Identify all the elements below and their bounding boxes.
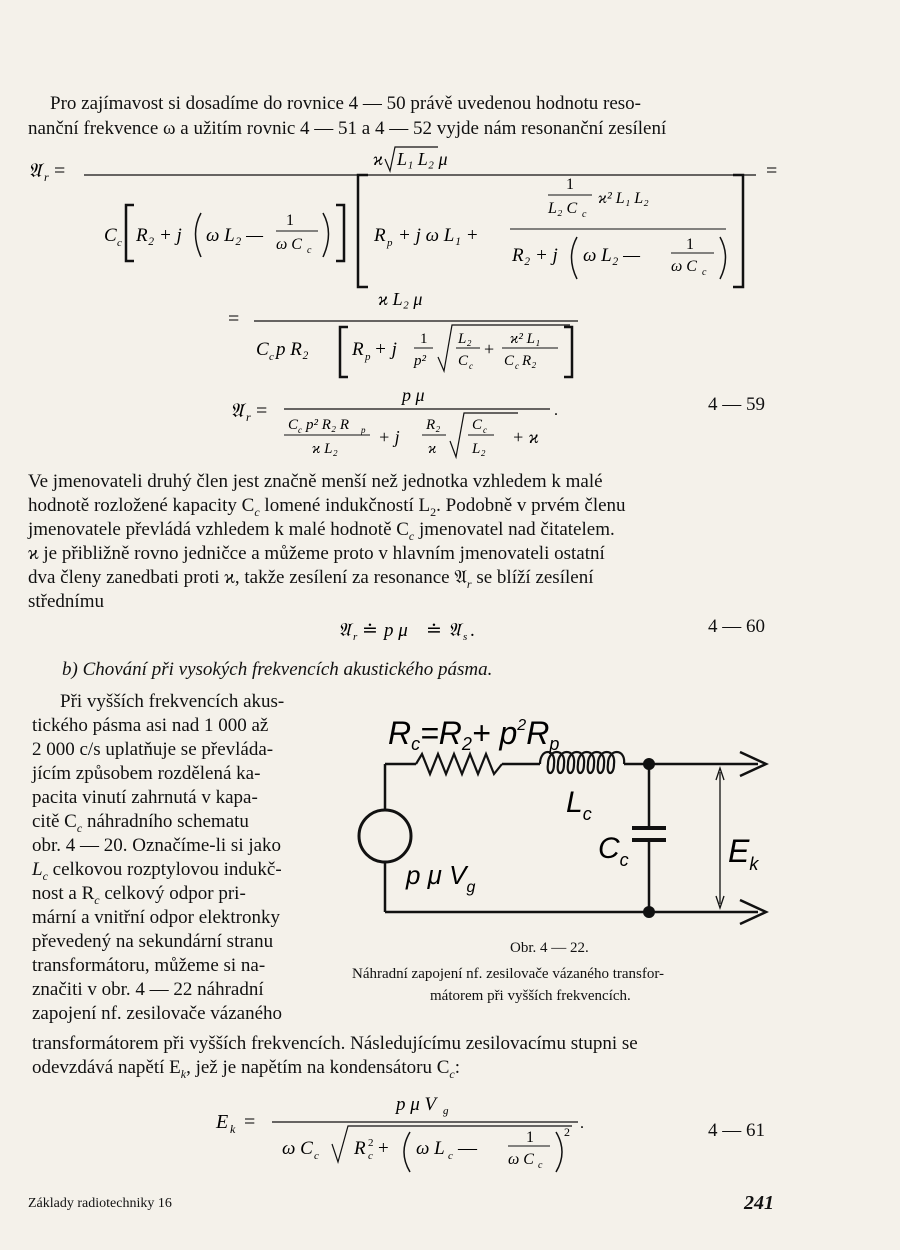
svg-text:≐: ≐ [426, 620, 442, 641]
paragraph-1-line-1: Pro zajímavost si dosadíme do rovnice 4 — 50 právě uvedenou hodnotu reso- [50, 93, 641, 114]
svg-text:.: . [470, 620, 475, 641]
svg-text:ϰ: ϰ [428, 441, 437, 457]
equation-number-61: 4 — 61 [708, 1120, 765, 1141]
svg-text:R₂ + j: R₂ + j [136, 225, 182, 246]
svg-text:𝔄: 𝔄 [338, 620, 351, 641]
svg-text:C: C [504, 353, 515, 369]
paragraph-3-line-12: transformátoru, můžeme si na- [32, 955, 266, 976]
svg-text:𝔄: 𝔄 [230, 400, 244, 422]
svg-text:p μ: p μ [402, 385, 425, 405]
svg-text:2: 2 [368, 1137, 374, 1149]
svg-text:L₂ C: L₂ C [548, 200, 578, 217]
figure-caption-line-1: Náhradní zapojení nf. zesilovače vázaného transfor- [352, 966, 665, 982]
paragraph-3-line-14: zapojení nf. zesilovače vázaného [32, 1003, 283, 1024]
svg-text:c: c [538, 1160, 543, 1171]
paragraph-2-line-1: Ve jmenovateli druhý člen jest značně menší než jednotka vzhledem k malé [28, 471, 603, 492]
paragraph-2-line-4: ϰ je přibližně rovno jedničce a můžeme proto v hlavním jmenovateli ostatní [28, 543, 605, 564]
svg-text:=: = [54, 160, 66, 182]
svg-text:1: 1 [286, 212, 294, 229]
svg-text:p μ: p μ [384, 620, 408, 641]
equation-resonance-gain [18, 145, 788, 475]
svg-text:R: R [352, 339, 364, 360]
svg-text:p: p [387, 237, 393, 249]
svg-text:L₁ L₂ μ: L₁ L₂ μ [397, 149, 448, 169]
svg-text:R₂: R₂ [522, 353, 537, 369]
svg-text:c: c [469, 361, 473, 371]
page-number: 241 [744, 1192, 774, 1214]
figure-caption-line-2: mátorem při vyšších frekvencích. [430, 988, 631, 1004]
svg-text:ω C: ω C [671, 258, 697, 275]
svg-text:𝔄: 𝔄 [28, 160, 42, 182]
circuit-diagram [340, 700, 790, 940]
svg-text:c: c [307, 245, 312, 256]
svg-text:c: c [117, 237, 122, 249]
paragraph-2-line-3: jmenovatele převládá vzhledem k malé hodnotě $C_c$ jmenovatel nad čitatelem. [28, 519, 615, 543]
svg-text:—: — [458, 1138, 477, 1159]
paragraph-4-line-2: odevzdává napětí $E_k$, jež je napětím na kondensátoru $C_c$: [32, 1057, 460, 1081]
section-heading-b: b) Chování při vysokých frekvencích akustického pásma. [62, 659, 493, 680]
svg-text:=: = [244, 1111, 256, 1133]
paragraph-3-line-8: $L_c$ celkovou rozptylovou indukč- [32, 859, 282, 883]
svg-text:ω C: ω C [508, 1151, 534, 1168]
svg-text:g: g [443, 1105, 449, 1117]
svg-text:≐: ≐ [362, 620, 378, 641]
paragraph-2-line-5: dva členy zanedbati proti ϰ, takže zesílení za resonance 𝔄$_r$ se blíží zesílení [28, 567, 594, 591]
svg-text:Ek: $E_k$ [728, 833, 759, 874]
svg-text:1: 1 [686, 236, 694, 253]
paragraph-3-line-4: jícím způsobem rozdělená ka- [32, 763, 261, 784]
svg-text:c: c [269, 351, 274, 363]
svg-text:Lc: $L_c$ [566, 786, 592, 824]
label-rc: $Rc=R2+ p^2Rp$ [388, 715, 560, 754]
svg-text:p²: p² [414, 353, 426, 369]
svg-text:p μ Vg: p μ $V_g$ [406, 860, 476, 896]
svg-text:p R₂: p R₂ [276, 339, 309, 360]
equation-4-61 [200, 1082, 600, 1176]
svg-text:ϰ L₂ μ: ϰ L₂ μ [378, 289, 423, 309]
svg-text:c: c [515, 361, 519, 371]
svg-text:C: C [104, 225, 117, 246]
svg-text:C: C [288, 417, 299, 433]
svg-text:C: C [458, 353, 469, 369]
svg-text:=: = [256, 400, 268, 422]
svg-text:ϰ: ϰ [373, 149, 384, 169]
svg-text:+ ϰ: + ϰ [512, 427, 539, 447]
paragraph-3-line-13: značiti v obr. 4 — 22 náhradní [32, 979, 264, 1000]
svg-text:2: 2 [564, 1125, 570, 1139]
paragraph-3-line-7: obr. 4 — 20. Označíme-li si jako [32, 835, 282, 856]
paragraph-2-line-6: střednímu [28, 591, 104, 612]
svg-text:ϰ L₂: ϰ L₂ [312, 441, 338, 457]
svg-text:R: R [354, 1138, 366, 1159]
svg-text:c: c [448, 1150, 453, 1162]
equation-number-60: 4 — 60 [708, 616, 765, 637]
svg-text:p² R₂ R: p² R₂ R [306, 417, 350, 433]
svg-text:+: + [378, 1138, 389, 1159]
svg-text:+ j: + j [378, 427, 400, 447]
svg-text:E: E [216, 1111, 229, 1133]
svg-text:+: + [484, 339, 495, 359]
svg-text:1: 1 [420, 331, 428, 347]
svg-text:c: c [582, 209, 587, 220]
svg-text:Cc: $C_c$ [598, 832, 629, 870]
paragraph-3-line-11: převedený na sekundární stranu [32, 931, 274, 952]
paragraph-3-line-1: Při vyšších frekvencích akus- [60, 691, 285, 712]
equation-4-60 [330, 612, 550, 646]
svg-text:=: = [766, 160, 778, 182]
svg-text:c: c [368, 1150, 373, 1162]
equation-number-59: 4 — 59 [708, 394, 765, 415]
svg-text:c: c [702, 267, 707, 278]
svg-text:R₂ + j: R₂ + j [512, 245, 558, 266]
svg-text:ω L₂ —: ω L₂ — [206, 225, 263, 246]
svg-text:p: p [361, 425, 366, 435]
svg-text:ω L: ω L [416, 1138, 445, 1159]
svg-text:r: r [353, 631, 358, 643]
svg-text:ω C: ω C [276, 236, 302, 253]
svg-text:C: C [472, 417, 483, 433]
svg-text:+ j ω L₁ +: + j ω L₁ + [398, 225, 479, 246]
paragraph-3-line-5: pacita vinutí zahrnutá v kapa- [32, 787, 258, 808]
svg-text:k: k [230, 1122, 236, 1136]
paragraph-3-line-3: 2 000 c/s uplatňuje se převláda- [32, 739, 274, 760]
svg-text:ω C: ω C [282, 1138, 313, 1159]
svg-text:1: 1 [526, 1129, 534, 1146]
svg-text:s: s [463, 631, 468, 643]
svg-text:R: R [374, 225, 386, 246]
paragraph-3-line-2: tického pásma asi nad 1 000 až [32, 715, 269, 736]
svg-text:p: p [365, 351, 371, 363]
svg-text:c: c [483, 425, 487, 435]
paragraph-3-line-9: nost a $R_c$ celkový odpor pri- [32, 883, 246, 907]
figure-number: Obr. 4 — 22. [510, 940, 589, 956]
svg-text:C: C [256, 339, 269, 360]
svg-text:.: . [554, 402, 558, 419]
svg-text:=: = [228, 308, 240, 330]
svg-text:ϰ² L₁ L₂: ϰ² L₁ L₂ [598, 190, 649, 207]
svg-text:1: 1 [566, 176, 574, 193]
paragraph-4-line-1: transformátorem při vyšších frekvencích. Následujícímu zesilovacímu stupni se [32, 1033, 638, 1054]
svg-text:ϰ² L₁: ϰ² L₁ [510, 331, 541, 347]
svg-text:L₂: L₂ [458, 331, 472, 347]
paragraph-1-line-2: nanční frekvence ω a užitím rovnic 4 — 51 a 4 — 52 vyjde nám resonanční zesílení [28, 118, 667, 139]
svg-text:c: c [298, 425, 302, 435]
svg-text:.: . [580, 1115, 584, 1132]
paragraph-3-line-10: mární a vnitřní odpor elektronky [32, 907, 280, 928]
svg-text:ω L₂ —: ω L₂ — [583, 245, 640, 266]
svg-text:r: r [44, 170, 49, 184]
svg-text:L₂: L₂ [472, 441, 486, 457]
svg-text:c: c [314, 1150, 319, 1162]
svg-text:R₂: R₂ [426, 417, 441, 433]
paragraph-3-line-6: citě $C_c$ náhradního schematu [32, 811, 249, 835]
svg-text:p μ V: p μ V [396, 1094, 437, 1115]
svg-text:+ j: + j [374, 339, 397, 360]
paragraph-2-line-2: hodnotě rozložené kapacity $C_c$ lomené indukčností $L_2$. Podobně v prvém členu [28, 495, 626, 519]
svg-text:r: r [246, 410, 251, 424]
footer-book-title: Základy radiotechniky 16 [28, 1196, 172, 1211]
svg-text:𝔄: 𝔄 [448, 620, 461, 641]
